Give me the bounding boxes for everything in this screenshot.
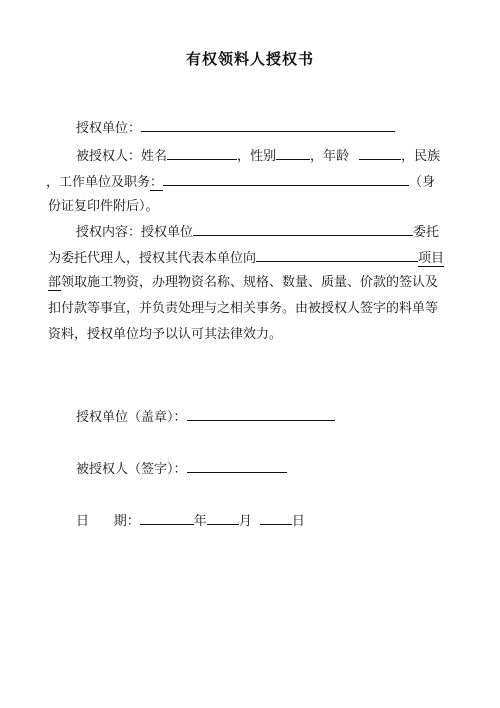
seal-label: 授权单位（盖章）：	[76, 410, 187, 425]
day-label: 日	[291, 514, 305, 529]
signature-label: 被授权人（签字）：	[76, 462, 187, 477]
document-title: 有权领料人授权书	[185, 50, 314, 68]
content-text-4: 扣付款等事宜，并负责处理与之相关事务。由被授权人签字的料单等	[48, 301, 439, 316]
date-row	[76, 511, 305, 531]
gender-field[interactable]	[276, 146, 310, 160]
unit-label: 授权单位：	[76, 121, 142, 136]
content-text-3: 领取施工物资，办理物资名称、规格、数量、质量、价款的签认及	[61, 275, 439, 290]
content-row-2	[48, 248, 444, 268]
content-row-1	[76, 222, 439, 242]
work-label: ，工作单位及职务	[46, 175, 151, 190]
content-text-5: 资料，授权单位均予以认可其法律效力。	[48, 327, 283, 342]
agent-text: 为委托代理人，授权其代表本单位向	[48, 251, 257, 266]
content-row-4	[48, 300, 438, 318]
project-label: 项目	[418, 251, 445, 266]
gender-label: ，性别	[237, 149, 277, 164]
seal-field[interactable]	[187, 407, 335, 421]
content-row-5	[48, 326, 282, 344]
date-label: 日 期：	[76, 514, 140, 529]
project-field[interactable]	[256, 248, 418, 262]
id-note: 份证复印件附后）。	[48, 199, 159, 214]
id-note-row	[48, 198, 159, 216]
unit-row	[76, 118, 395, 138]
grantee-row	[76, 146, 440, 166]
signature-row	[76, 459, 287, 479]
age-field[interactable]	[359, 146, 401, 160]
day-field[interactable]	[260, 511, 292, 525]
unit-field[interactable]	[141, 118, 395, 132]
month-label: 月	[238, 514, 252, 529]
month-field[interactable]	[207, 511, 239, 525]
age-label: ，年龄	[310, 149, 350, 164]
entrust-text: 委托	[413, 225, 440, 240]
bu-label: 部	[48, 275, 62, 290]
year-label: 年	[193, 514, 207, 529]
work-suffix: （身	[409, 175, 436, 190]
work-colon: ：	[150, 175, 164, 190]
signature-field[interactable]	[187, 459, 287, 473]
year-field[interactable]	[140, 511, 194, 525]
ethnicity-label: ，民族	[401, 149, 441, 164]
seal-row	[76, 407, 335, 427]
authorizing-unit-field[interactable]	[193, 222, 413, 236]
grantee-label: 被授权人：	[76, 149, 142, 164]
work-field[interactable]	[163, 172, 409, 186]
name-field[interactable]	[167, 146, 237, 160]
content-row-3	[48, 274, 438, 292]
content-label: 授权内容：授权单位	[76, 225, 194, 240]
name-label: 姓名	[141, 149, 168, 164]
work-row	[46, 172, 435, 192]
